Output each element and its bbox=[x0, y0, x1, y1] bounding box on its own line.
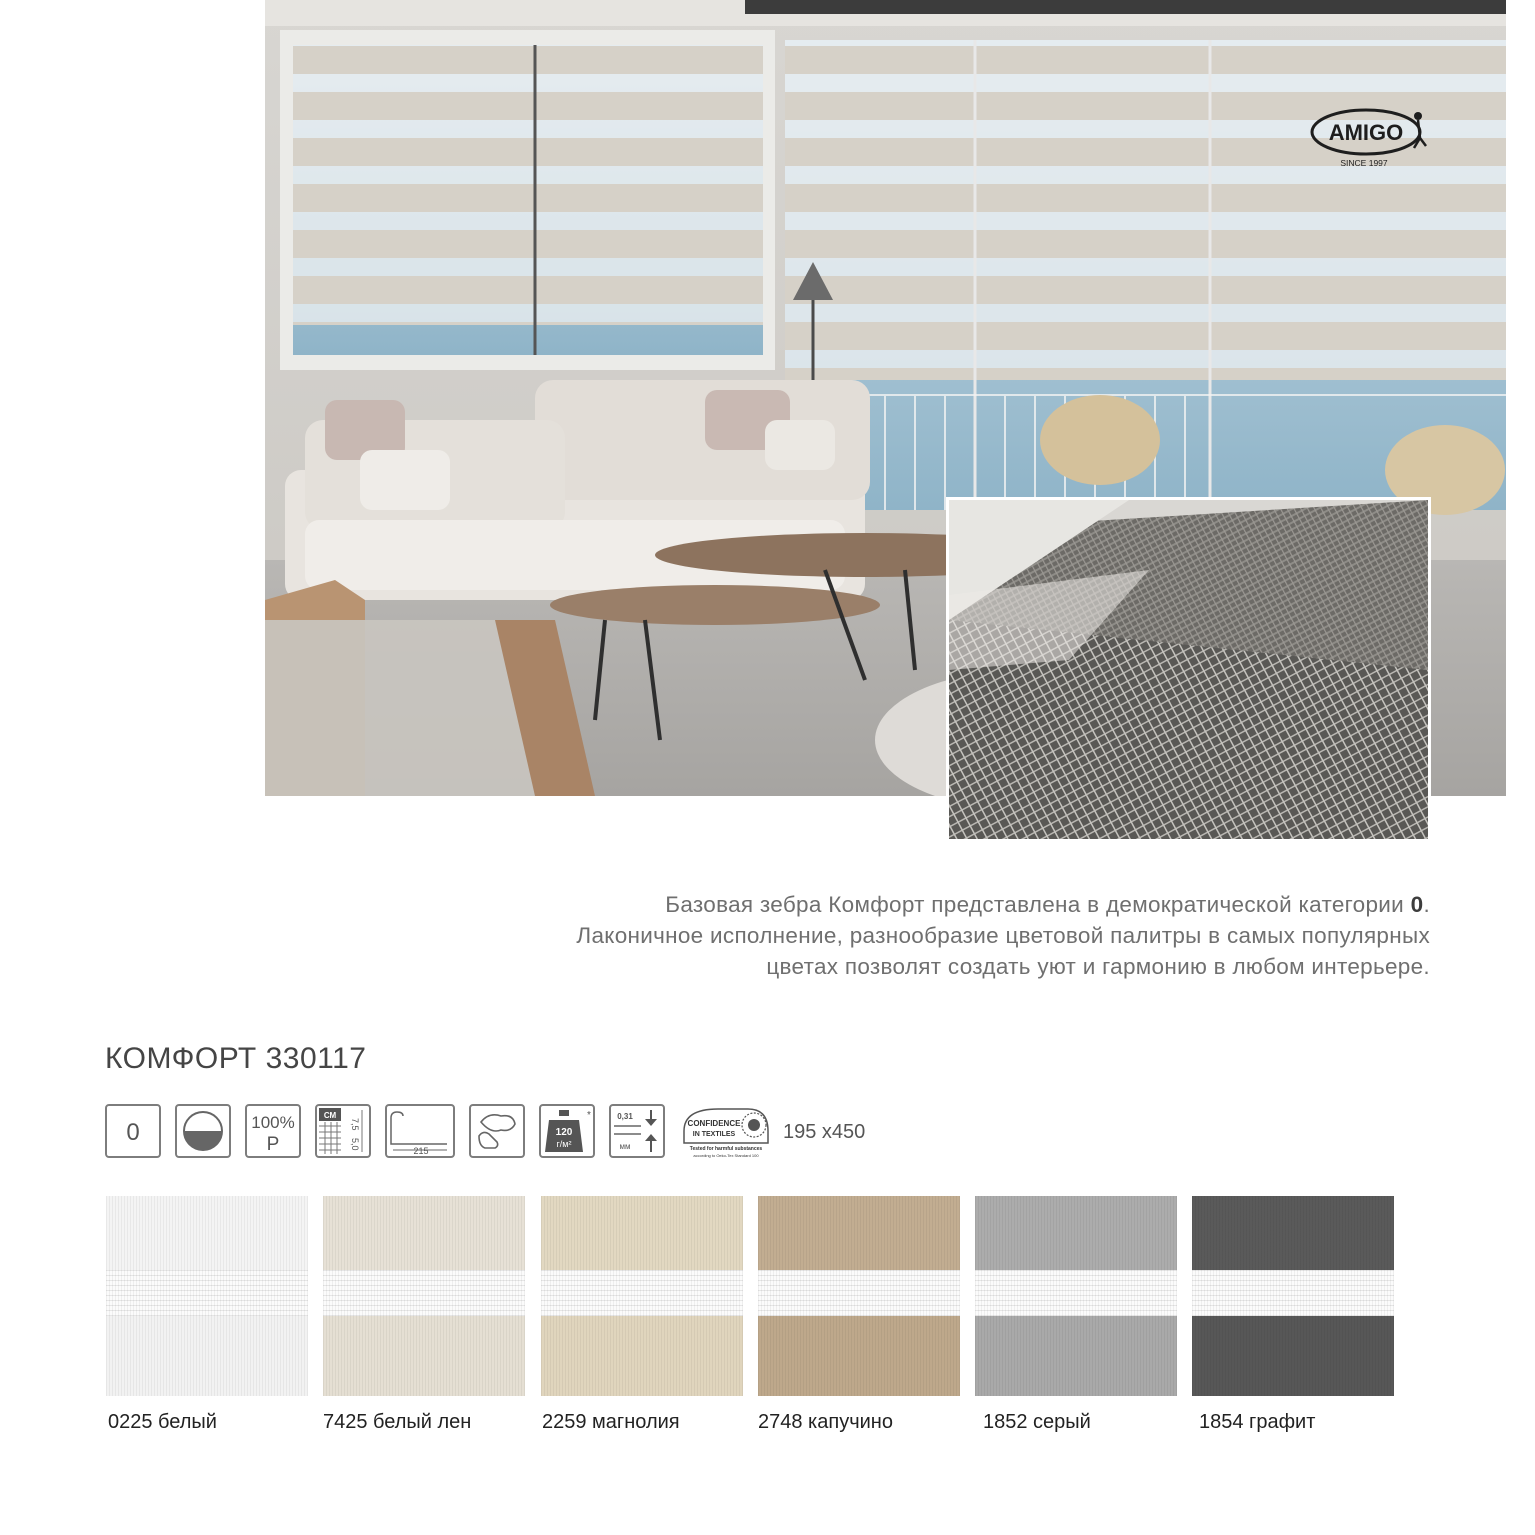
svg-text:IN TEXTILES: IN TEXTILES bbox=[692, 1131, 736, 1138]
category-icon bbox=[105, 1104, 161, 1158]
svg-text:CONFIDENCE: CONFIDENCE bbox=[687, 1119, 741, 1128]
svg-text:according to Oeko-Tex Standard: according to Oeko-Tex Standard 100 bbox=[693, 1153, 759, 1158]
swatch-2748[interactable] bbox=[758, 1196, 960, 1396]
composition-icon bbox=[245, 1104, 301, 1158]
swatch-2259[interactable] bbox=[541, 1196, 743, 1396]
description-line-2: Лаконичное исполнение, разнообразие цветовой палитры в самых популярных bbox=[576, 923, 1430, 948]
svg-text:Tested for harmful substances: Tested for harmful substances bbox=[689, 1146, 763, 1152]
svg-text:215: 215 bbox=[413, 1146, 429, 1156]
swatch-7425[interactable] bbox=[323, 1196, 525, 1396]
svg-text:мм: мм bbox=[619, 1142, 631, 1151]
swatch-label-7425: 7425 белый лен bbox=[323, 1411, 472, 1433]
roll-width-icon bbox=[385, 1104, 455, 1158]
weight-icon bbox=[539, 1104, 595, 1158]
swatch-label-1854: 1854 графит bbox=[1199, 1411, 1316, 1433]
svg-text:0,31: 0,31 bbox=[617, 1112, 633, 1121]
svg-text:5,0: 5,0 bbox=[350, 1138, 360, 1151]
svg-text:*: * bbox=[587, 1110, 591, 1121]
description-line-3: цветах позволят создать уют и гармонию в любом интерьере. bbox=[766, 954, 1430, 979]
svg-text:120: 120 bbox=[555, 1127, 573, 1138]
dry-cleaning-icon bbox=[469, 1104, 525, 1158]
logo-tagline: SINCE 1997 bbox=[1340, 158, 1388, 168]
light-transmission-icon bbox=[175, 1104, 231, 1158]
stripe-size-icon bbox=[315, 1104, 371, 1158]
thickness-icon bbox=[609, 1104, 665, 1158]
svg-text:100%: 100% bbox=[251, 1113, 295, 1132]
product-description bbox=[380, 889, 1430, 982]
swatch-label-0225: 0225 белый bbox=[108, 1411, 217, 1433]
swatch-1852[interactable] bbox=[975, 1196, 1177, 1396]
product-title: КОМФОРТ 330117 bbox=[105, 1042, 367, 1075]
logo-text: AMIGO bbox=[1328, 120, 1404, 145]
svg-text:СМ: СМ bbox=[323, 1111, 337, 1120]
swatch-label-2259: 2259 магнолия bbox=[542, 1411, 680, 1433]
description-line-1: Базовая зебра Комфорт представлена в демократической категории 0. bbox=[665, 892, 1430, 917]
category-highlight: 0 bbox=[1410, 892, 1424, 917]
swatch-1854[interactable] bbox=[1192, 1196, 1394, 1396]
svg-text:P: P bbox=[266, 1134, 280, 1155]
svg-text:7,5: 7,5 bbox=[350, 1118, 360, 1131]
fabric-closeup-photo bbox=[946, 497, 1431, 842]
swatch-label-2748: 2748 капучино bbox=[758, 1411, 893, 1433]
swatch-label-1852: 1852 серый bbox=[983, 1411, 1091, 1433]
oeko-tex-certificate-badge bbox=[678, 1103, 774, 1161]
max-size-label: 195 x450 bbox=[783, 1121, 866, 1143]
svg-text:0: 0 bbox=[126, 1119, 140, 1146]
swatch-0225[interactable] bbox=[106, 1196, 308, 1396]
brand-logo bbox=[1302, 98, 1442, 178]
svg-text:г/м²: г/м² bbox=[556, 1139, 572, 1149]
